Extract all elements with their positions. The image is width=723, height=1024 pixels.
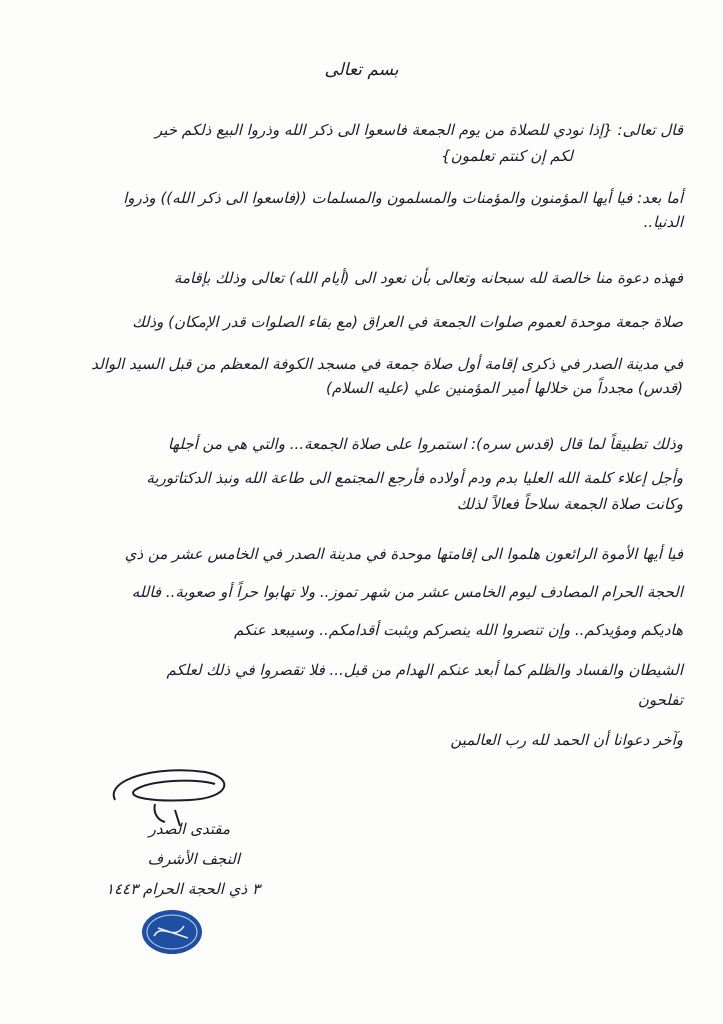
paragraph-2-line-4: (قدس) مجدداً من خلالها أمير المؤمنين علي (عليه السلام): [325, 379, 683, 397]
signatory-city: النجف الأشرف: [147, 850, 240, 868]
quran-verse-line-1: قال تعالى: {إذا نودي للصلاة من يوم الجمعة فاسعوا الى ذكر الله وذروا البيع ذلكم خير: [154, 121, 683, 139]
paragraph-3-line-3: وكانت صلاة الجمعة سلاحاً فعالاً لذلك: [456, 495, 683, 513]
closing-line: وآخر دعوانا أن الحمد لله رب العالمين: [450, 731, 683, 749]
paragraph-2-line-1: فهذه دعوة منا خالصة لله سبحانه وتعالى بأن نعود الى (أيام الله) تعالى وذلك بإقامة: [173, 269, 683, 287]
paragraph-4-line-4: الشيطان والفساد والظلم كما أبعد عنكم الهدام من قبل... فلا تقصروا في ذلك لعلكم: [166, 661, 683, 679]
paragraph-4-line-1: فيا أيها الأموة الرائعون هلموا الى إقامتها موحدة في مدينة الصدر في الخامس عشر من ذي: [124, 545, 683, 563]
paragraph-1-line-2: الدنيا..: [643, 213, 683, 231]
signature-block: [70, 760, 270, 1010]
paragraph-4-line-5: تفلحون: [637, 691, 683, 709]
signatory-name: مقتدى الصدر: [148, 820, 230, 838]
letter-date: ٣ ذي الحجة الحرام ١٤٤٣: [105, 880, 260, 898]
basmala-heading: بسم تعالى: [324, 60, 399, 80]
paragraph-3-line-1: وذلك تطبيقاً لما قال (قدس سره): استمروا على صلاة الجمعة... والتي هي من أجلها: [167, 435, 683, 453]
paragraph-3-line-2: وأجل إعلاء كلمة الله العليا بدم ودم أولاده فأرجع المجتمع الى طاعة الله ونبذ الدكتاتورية: [146, 469, 683, 487]
paragraph-1-line-1: أما بعد: فيا أيها المؤمنون والمؤمنات والمسلمون والمسلمات ((فاسعوا الى ذكر الله)) وذروا: [123, 189, 683, 207]
paragraph-4-line-2: الحجة الحرام المصادف ليوم الخامس عشر من شهر تموز.. ولا تهابوا حراً أو صعوبة.. فالله: [131, 583, 683, 601]
quran-verse-line-2: لكم إن كنتم تعلمون}: [441, 147, 573, 165]
paragraph-4-line-3: هاديكم ومؤيدكم.. وإن تنصروا الله ينصركم ويثبت أقدامكم.. وسيبعد عنكم: [233, 621, 683, 639]
official-stamp: [140, 908, 204, 956]
paragraph-2-line-3: في مدينة الصدر في ذكرى إقامة أول صلاة جمعة في مسجد الكوفة المعظم من قبل السيد الوالد: [91, 355, 683, 373]
paragraph-2-line-2: صلاة جمعة موحدة لعموم صلوات الجمعة في العراق (مع بقاء الصلوات قدر الإمكان) وذلك: [132, 313, 683, 331]
